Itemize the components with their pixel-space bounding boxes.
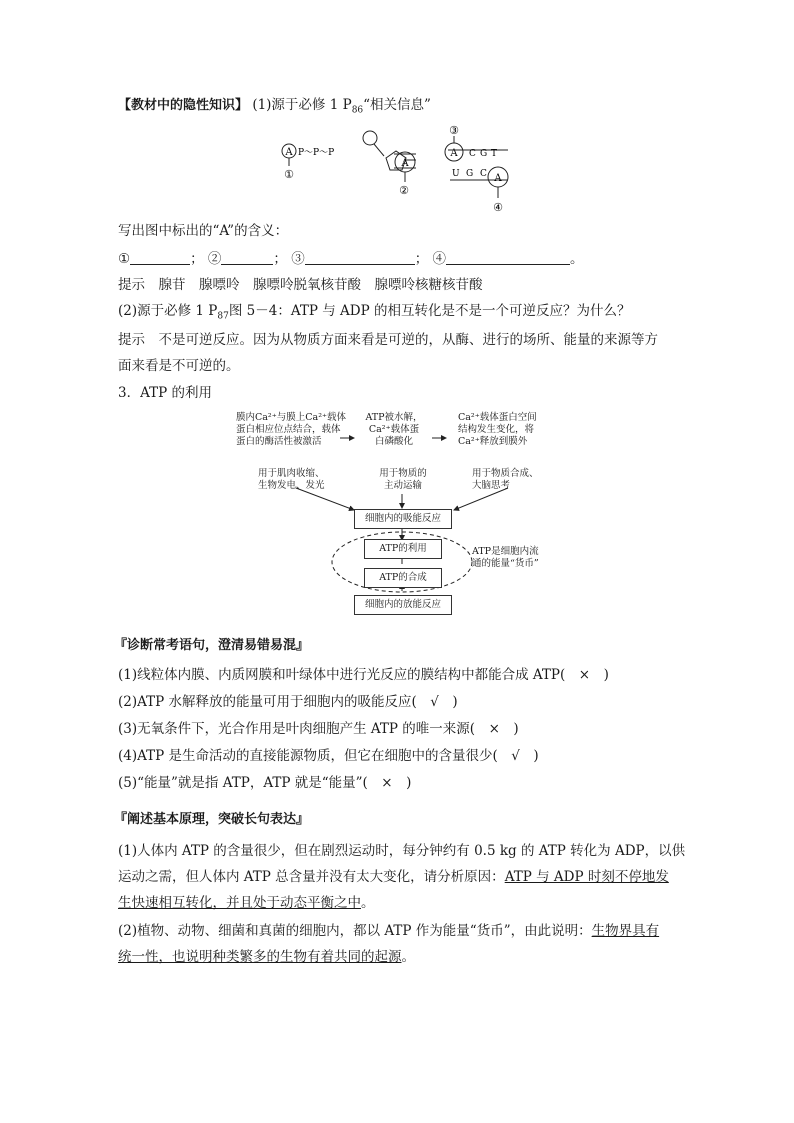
explain-p2-plain: (2)植物、动物、细菌和真菌的细胞内，都以 ATP 作为能量“货币”，由此说明：	[118, 923, 592, 939]
source2-end: 图 5－4：ATP 与 ADP 的相互转化是不是一个可逆反应？为什么？	[228, 303, 631, 319]
col3-line2: 结构发生变化，将	[458, 424, 535, 435]
note-line1: ATP是细胞内流	[472, 546, 539, 557]
source1-text: (1)源于必修 1 P	[252, 97, 352, 113]
explain-p2-line2	[118, 948, 415, 966]
use2-text	[372, 468, 434, 492]
letter-a-4: A	[494, 173, 502, 184]
answer-line-1: 提示 腺苷 腺嘌呤 腺嘌呤脱氧核苷酸 腺嘌呤核糖核苷酸	[118, 277, 483, 293]
hidden-knowledge-line	[118, 96, 431, 120]
use3-line2: 大脑思考	[472, 480, 511, 491]
dna-base-t: T	[491, 149, 498, 159]
blank-label-1: ①	[118, 251, 131, 267]
atp-use-diagram	[236, 406, 566, 618]
explain-p1-answer-b: 生快速相互转化，并且处于动态平衡之中	[118, 895, 361, 911]
section3-heading: 3．ATP 的利用	[118, 385, 212, 401]
box-release-reaction: 细胞内的放能反应	[354, 595, 452, 615]
diagnose-title: 诊断常考语句，澄清易错易混	[127, 638, 297, 653]
blank-4[interactable]	[446, 250, 570, 265]
use3-text	[472, 468, 539, 492]
rna-base-g: G	[466, 169, 474, 179]
use2-line2: 主动运输	[383, 480, 422, 491]
diagnose-item-3: (3)无氧条件下，光合作用是叶肉细胞产生 ATP 的唯一来源( × )	[118, 721, 519, 737]
diagnose-item-4: (4)ATP 是生命活动的直接能源物质，但它在细胞中的含量很少( √ )	[118, 748, 539, 764]
blank-1[interactable]	[130, 250, 190, 265]
use1-line2: 生物发电、发光	[258, 480, 325, 491]
col1-line1: 膜内Ca²⁺与膜上Ca²⁺载体	[236, 412, 347, 423]
source2-page: 87	[217, 311, 229, 322]
blank-label-2: ②	[207, 251, 222, 267]
col3-text	[458, 412, 537, 448]
number-1: ①	[284, 168, 294, 181]
explain-p1-end: 。	[361, 895, 375, 911]
number-4: ④	[493, 201, 503, 214]
atp-phosphates: P～P～P	[298, 148, 335, 158]
diagnose-item-2: (2)ATP 水解释放的能量可用于细胞内的吸能反应( √ )	[118, 694, 458, 710]
source1-end: “相关信息”	[363, 97, 431, 113]
explain-p1-line3	[118, 894, 375, 912]
explain-p2-answer-b: 统一性，也说明种类繁多的生物有着共同的起源	[118, 949, 402, 965]
prompt-text: 写出图中标出的“A”的含义：	[118, 223, 289, 239]
source2-text: (2)源于必修 1 P	[118, 303, 218, 319]
dna-base-g: G	[480, 149, 488, 159]
box-atp-synthesis: ATP的合成	[364, 568, 442, 588]
explain-p1-plain: 运动之需，但人体内 ATP 总含量并没有太大变化，请分析原因：	[118, 869, 505, 885]
dna-base-c: C	[469, 149, 476, 159]
answer2-line2: 面来看是不可逆的。	[118, 358, 240, 374]
box-absorb-reaction: 细胞内的吸能反应	[354, 509, 452, 529]
rna-base-c: C	[480, 169, 487, 179]
number-2: ②	[399, 184, 409, 197]
letter-a-1: A	[285, 147, 293, 158]
explain-p2-answer-a: 生物界具有	[591, 923, 660, 939]
explain-title: 阐述基本原理，突破长句表达	[127, 812, 297, 827]
explain-p2-end: 。	[401, 949, 415, 965]
col3-line3: Ca²⁺释放到膜外	[458, 436, 528, 447]
currency-note	[472, 546, 539, 570]
note-line2: 通的能量“货币”	[472, 558, 539, 569]
explain-p1-line1: (1)人体内 ATP 的含量很少，但在剧烈运动时，每分钟约有 0.5 kg 的 ATP 转化为 ADP，以供	[118, 843, 686, 859]
explain-p1-line2	[118, 868, 669, 886]
answer2-line1: 提示 不是可逆反应。因为从物质方面来看是可逆的，从酶、进行的场所、能量的来源等方	[118, 332, 658, 348]
col2-line3: 白磷酸化	[374, 436, 413, 447]
explain-p1-answer-a: ATP 与 ADP 时刻不停地发	[504, 869, 669, 885]
letter-a-3: A	[450, 148, 458, 159]
source1-page: 86	[351, 105, 364, 116]
col3-line1: Ca²⁺载体蛋白空间	[458, 412, 537, 423]
explain-heading: 『阐述基本原理，突破长句表达』	[114, 812, 310, 827]
col2-text	[358, 412, 430, 448]
hidden-knowledge-tag: 【教材中的隐性知识】	[118, 98, 249, 113]
diagnose-item-1: (1)线粒体内膜、内质网膜和叶绿体中进行光反应的膜结构中都能合成 ATP( × )	[118, 667, 609, 683]
use1-line1: 用于肌肉收缩、	[258, 468, 325, 479]
blank-2[interactable]	[221, 250, 273, 265]
col2-line2: Ca²⁺载体蛋	[368, 424, 420, 435]
blank-row: ① ； ② ； ③ ； ④ 。	[118, 251, 584, 267]
use2-line1: 用于物质的	[379, 468, 427, 479]
blank-label-3: ③	[291, 251, 305, 267]
blank-3[interactable]	[305, 250, 415, 265]
use1-text	[258, 468, 325, 492]
col1-line3: 蛋白的酶活性被激活	[236, 436, 322, 447]
col1-line2: 蛋白相应位点结合，载体	[236, 424, 341, 435]
diagnose-heading: 『诊断常考语句，澄清易错易混』	[114, 638, 310, 653]
question-2	[118, 302, 630, 326]
box-atp-use: ATP的利用	[364, 539, 442, 559]
diagnose-item-5: (5)“能量”就是指 ATP，ATP 就是“能量”( × )	[118, 775, 412, 791]
use3-line1: 用于物质合成、	[472, 468, 539, 479]
number-3: ③	[449, 124, 459, 137]
letter-a-2: A	[401, 158, 409, 169]
rna-base-u: U	[452, 169, 460, 179]
col2-line1: ATP被水解，	[365, 412, 423, 423]
col1-text	[236, 412, 346, 448]
blank-label-4: ④	[432, 251, 446, 267]
explain-p2-line1	[118, 922, 659, 940]
atp-structure-figure	[270, 120, 530, 220]
